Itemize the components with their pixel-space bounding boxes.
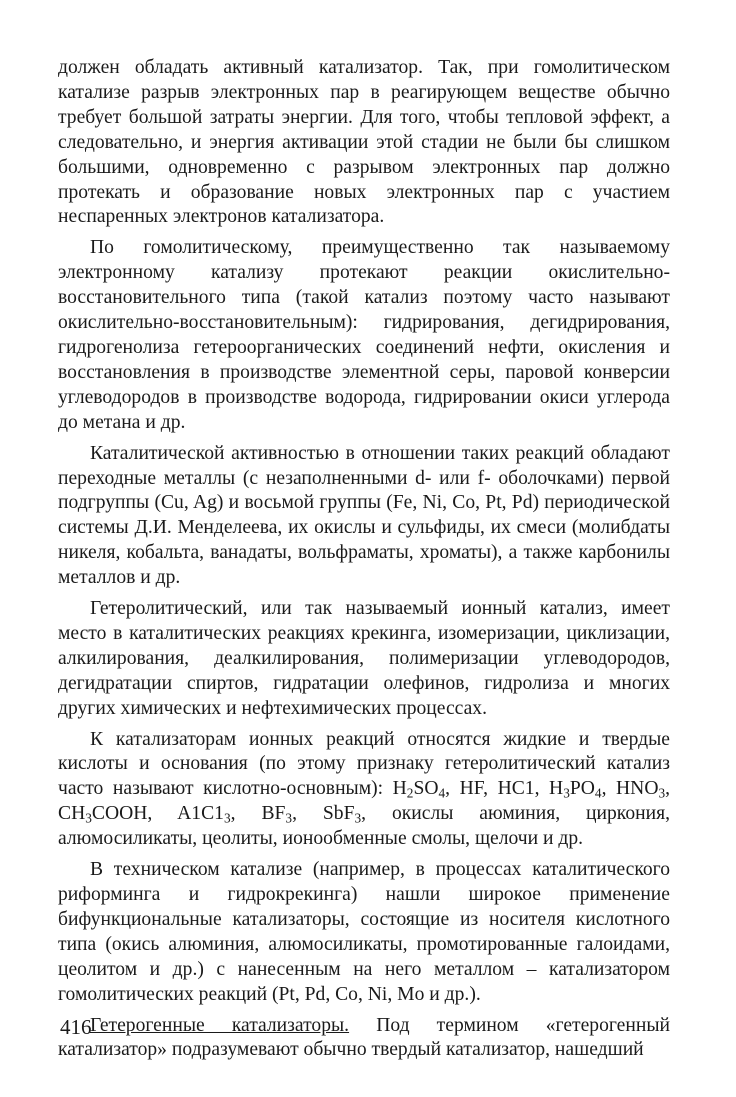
paragraph-catalyst-activity: должен обладать активный катализатор. Так, при гомолитическом катализе разрыв электронных пар в реагирующем веществе обычно требует большой затраты энергии. Для того, чтобы тепловой эффект, а следовательно, и энергия активации этой стадии не были бы слишком большими, одновременно с разрывом электронных пар должно протекать и образование новых электронных пар с участием неспаренных электронов катализатора.	[58, 57, 670, 228]
formula-h3po4: $H_3PO_4$	[549, 778, 602, 802]
formula-hno3: $HNO_3$	[616, 778, 666, 802]
section-heading-heterogeneous: Гетерогенные катализаторы.	[90, 1014, 350, 1036]
formula-hcl: HC1	[497, 778, 535, 800]
formula-bf3: $BF_3$	[261, 803, 293, 826]
page-number: 416	[60, 1015, 92, 1039]
paragraph-heterogeneous-catalysts	[58, 1014, 670, 1064]
formula-hf: HF	[459, 778, 484, 800]
formula-ch3cooh: $CH_3COOH$	[58, 803, 148, 826]
paragraph-homolytic-catalysis: По гомолитическому, преимущественно так называемому электронному катализу протекают реакции окислительно-восстановительного типа (такой катализ поэтому часто называют окислительно-восстановительным): гидрирования, дегидрирования, гидрогенолиза гетероорганических соединений нефти, окисления и восстановления в производстве элементной серы, паровой конверсии углеводородов в производстве водорода, гидрировании окиси углерода до метана и др.	[58, 237, 670, 433]
paragraph-ionic-catalysts: К катализаторам ионных реакций относятся жидкие и твердые кислоты и основания (по этому признаку гетеролитический катализ часто называют кислотно-основным): $H_2SO_4$, HF, HC1, $H_3PO_4$, $HNO_3$, $CH_3COOH$, $A1C1_3$, $BF_3$, SbF$_3$, окислы аюминия, циркония, алюмосиликаты, цеолиты, ионообменные смолы, щелочи и др.	[58, 728, 671, 850]
ionic-catalysts-intro: К катализаторам ионных реакций относятся жидкие и твердые кислоты и основания (по этому признаку гетеролитический катализ часто называют кислотно-основным):	[58, 728, 670, 800]
paragraph-transition-metals: Каталитической активностью в отношении таких реакций обладают переходные металлы (с незаполненными d- или f- оболочками) первой подгруппы (Cu, Ag) и восьмой группы (Fe, Ni, Co, Pt, Pd) периодической системы Д.И. Менделеева, их окислы и сульфиды, их смеси (молибдаты никеля, кобальта, ванадаты, вольфраматы, хроматы), а также карбонилы металлов и др.	[58, 442, 670, 589]
page-body	[58, 56, 670, 1069]
ionic-catalysts-tail: , окислы аюминия, циркония, алюмосиликаты, цеолиты, ионообменные смолы, щелочи и др.	[58, 803, 671, 850]
formula-h2so4: $H_2SO_4$	[392, 778, 446, 802]
formula-alcl3: $A1C1_3$	[177, 803, 231, 826]
heterogeneous-intro-text: Под термином «гетерогенный катализатор» подразумевают обычно твердый катализатор, нашедший	[58, 1014, 670, 1061]
formula-sbf3: SbF$_3$	[322, 803, 362, 826]
paragraph-bifunctional-catalysts: В техническом катализе (например, в процессах каталитического риформинга и гидрокрекинга) нашли широкое применение бифункциональные катализаторы, состоящие из носителя кислотного типа (окись алюминия, алюмосиликаты, промотированные галоидами, цеолитом и др.) с нанесенным на него металлом – катализатором гомолитических реакций (Pt, Pd, Co, Ni, Mo и др.).	[58, 859, 670, 1005]
paragraph-heterolytic-catalysis: Гетеролитический, или так называемый ионный катализ, имеет место в каталитических реакциях крекинга, изомеризации, циклизации, алкилирования, деалкилирования, полимеризации углеводородов, дегидратации спиртов, гидратации олефинов, гидролиза и многих других химических и нефтехимических процессах.	[58, 598, 670, 719]
